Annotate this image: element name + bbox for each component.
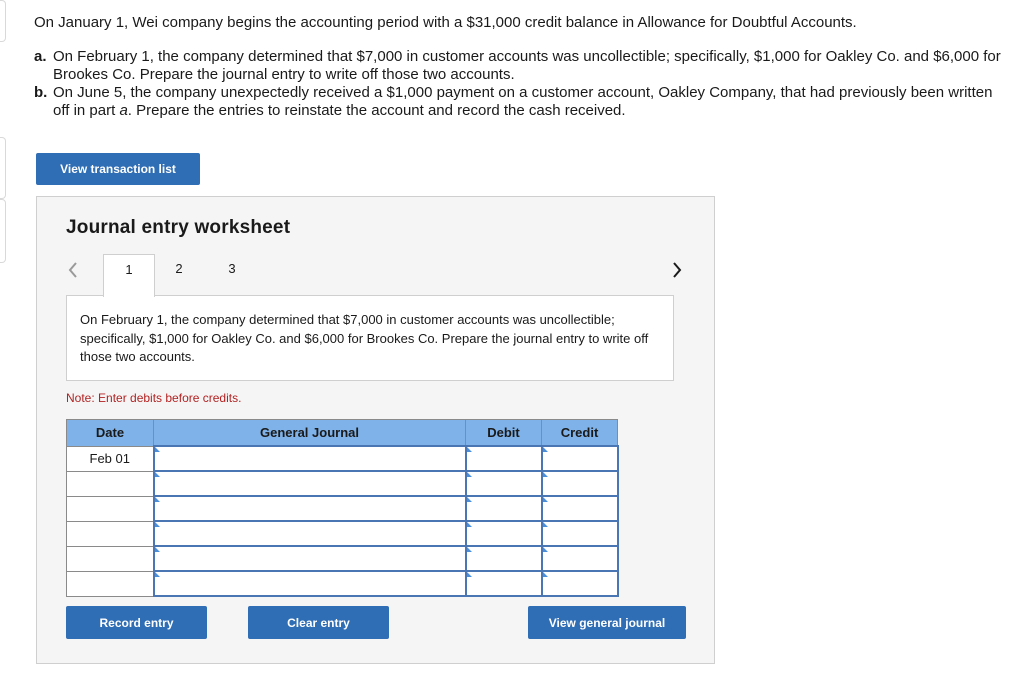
- table-row: [67, 546, 618, 571]
- credit-input[interactable]: [542, 521, 618, 546]
- part-a-text: On February 1, the company determined that $7,000 in customer accounts was uncollectible; specifically, $1,000 for Oakley Co. and $6,000 for Brookes Co. Prepare the journal entry to write off those two accounts.: [53, 48, 1001, 83]
- part-b-text-2: . Prepare the entries to reinstate the account and record the cash received.: [127, 102, 626, 119]
- debit-input[interactable]: [466, 521, 542, 546]
- account-input[interactable]: [154, 571, 466, 596]
- part-b: [34, 84, 1004, 120]
- date-cell: [67, 571, 154, 596]
- debit-input[interactable]: [466, 546, 542, 571]
- credit-header: Credit: [542, 420, 618, 447]
- table-row: [67, 521, 618, 546]
- account-input[interactable]: [154, 521, 466, 546]
- table-row: [67, 571, 618, 596]
- question-text: [34, 14, 1004, 120]
- table-row: [67, 496, 618, 521]
- entry-note: Note: Enter debits before credits.: [66, 391, 242, 405]
- date-header: Date: [67, 420, 154, 447]
- debit-input[interactable]: [466, 471, 542, 496]
- part-b-text-1: On June 5, the company unexpectedly received a $1,000 payment on a customer account, Oakley Company, that had previously been written off in part: [53, 84, 993, 119]
- tab-1[interactable]: 1: [103, 254, 155, 297]
- part-a-label: a.: [34, 48, 47, 65]
- date-cell: Feb 01: [67, 446, 154, 471]
- debit-input[interactable]: [466, 446, 542, 471]
- account-input[interactable]: [154, 446, 466, 471]
- part-a: [34, 48, 1004, 84]
- journal-entry-worksheet: [36, 196, 715, 664]
- clear-entry-button[interactable]: Clear entry: [248, 606, 389, 639]
- worksheet-title: Journal entry worksheet: [66, 217, 291, 238]
- view-transaction-list-button[interactable]: View transaction list: [36, 153, 200, 185]
- table-row: [67, 446, 618, 471]
- debit-input[interactable]: [466, 496, 542, 521]
- left-edge-rule-3: [0, 199, 6, 263]
- table-row: [67, 471, 618, 496]
- credit-input[interactable]: [542, 571, 618, 596]
- credit-input[interactable]: [542, 471, 618, 496]
- chevron-right-icon[interactable]: [672, 262, 682, 282]
- date-cell: [67, 521, 154, 546]
- journal-table: [66, 419, 619, 597]
- credit-input[interactable]: [542, 546, 618, 571]
- left-edge-rule-2: [0, 137, 6, 199]
- date-cell: [67, 471, 154, 496]
- part-b-emphasis: a: [119, 102, 128, 119]
- account-input[interactable]: [154, 471, 466, 496]
- tab-3[interactable]: 3: [228, 261, 236, 276]
- question-parts: [34, 48, 1004, 120]
- view-general-journal-button[interactable]: View general journal: [528, 606, 686, 639]
- date-cell: [67, 546, 154, 571]
- worksheet-tabs: [66, 254, 686, 296]
- chevron-left-icon[interactable]: [68, 262, 78, 282]
- journal-header-row: [67, 420, 618, 447]
- tab-2[interactable]: 2: [175, 261, 183, 276]
- general-journal-header: General Journal: [154, 420, 466, 447]
- date-cell: [67, 496, 154, 521]
- credit-input[interactable]: [542, 496, 618, 521]
- debit-input[interactable]: [466, 571, 542, 596]
- credit-input[interactable]: [542, 446, 618, 471]
- intro-text: On January 1, Wei company begins the accounting period with a $31,000 credit balance in Allowance for Doubtful Accounts.: [34, 14, 857, 31]
- account-input[interactable]: [154, 496, 466, 521]
- debit-header: Debit: [466, 420, 542, 447]
- part-b-label: b.: [34, 84, 48, 101]
- left-edge-rule-1: [0, 0, 6, 42]
- account-input[interactable]: [154, 546, 466, 571]
- record-entry-button[interactable]: Record entry: [66, 606, 207, 639]
- worksheet-prompt: On February 1, the company determined that $7,000 in customer accounts was uncollectible; specifically, $1,000 for Oakley Co. and $6,000 for Brookes Co. Prepare the journal entry to write off those two accounts.: [66, 295, 674, 381]
